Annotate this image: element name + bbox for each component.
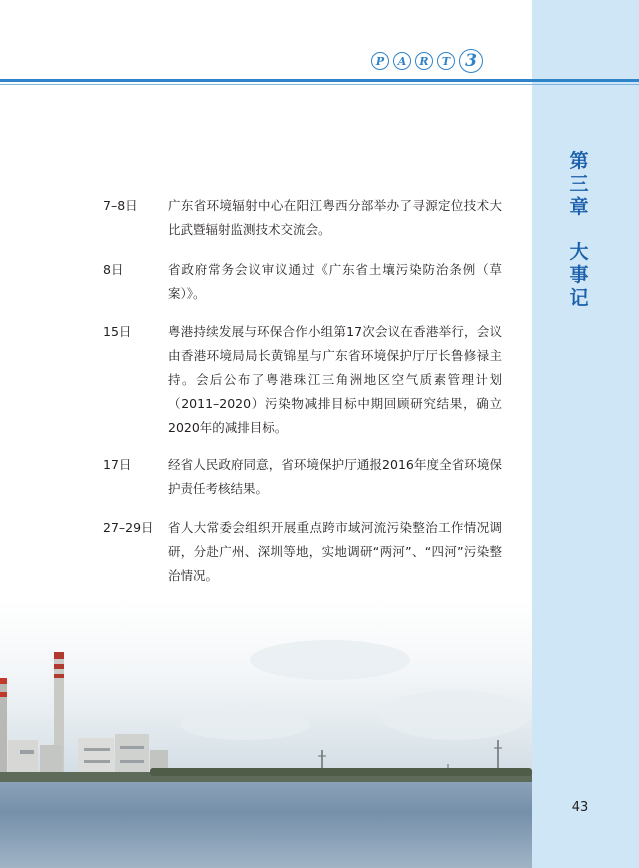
event-date: 8日 — [103, 262, 124, 277]
event-text: 省政府常务会议审议通过《广东省土壤污染防治条例（草案）》。 — [168, 262, 502, 301]
power-plant-photo — [0, 600, 532, 868]
part-letter: A — [393, 52, 411, 70]
event-text: 粤港持续发展与环保合作小组第17次会议在香港举行，会议由香港环境局局长黄锦星与广东省环境保护厅厅长鲁修禄主持。会后公布了粤港珠江三角洲地区空气质素管理计划（2011–2020）污染物减排目标中期回顾研究结果，确立2020年的减排目标。 — [168, 324, 502, 435]
header-rule — [0, 79, 639, 82]
chapter-title — [566, 150, 592, 310]
page-number: 43 — [571, 800, 589, 815]
event-text: 省人大常委会组织开展重点跨市域河流污染整治工作情况调研，分赴广州、深圳等地，实地调研“两河”、“四河”污染整治情况。 — [168, 520, 502, 583]
event-date: 7–8日 — [103, 198, 138, 213]
part-letter: R — [415, 52, 433, 70]
event-date: 17日 — [103, 457, 132, 472]
event-text: 广东省环境辐射中心在阳江粤西分部举办了寻源定位技术大比武暨辐射监测技术交流会。 — [168, 198, 502, 237]
part-letter: T — [437, 52, 455, 70]
header-rule-thin — [0, 84, 639, 85]
water — [0, 782, 532, 868]
event-text: 经省人民政府同意，省环境保护厅通报2016年度全省环境保护责任考核结果。 — [168, 457, 502, 496]
tree-line — [150, 768, 532, 776]
event-date: 27–29日 — [103, 520, 154, 535]
chapter-number: 第三章 — [569, 150, 589, 218]
chapter-name: 大事记 — [569, 241, 589, 309]
part-number: 3 — [459, 49, 483, 73]
part-letter: P — [371, 52, 389, 70]
chapter-sidebar — [532, 0, 639, 868]
event-date: 15日 — [103, 324, 132, 339]
part-label — [371, 48, 483, 74]
